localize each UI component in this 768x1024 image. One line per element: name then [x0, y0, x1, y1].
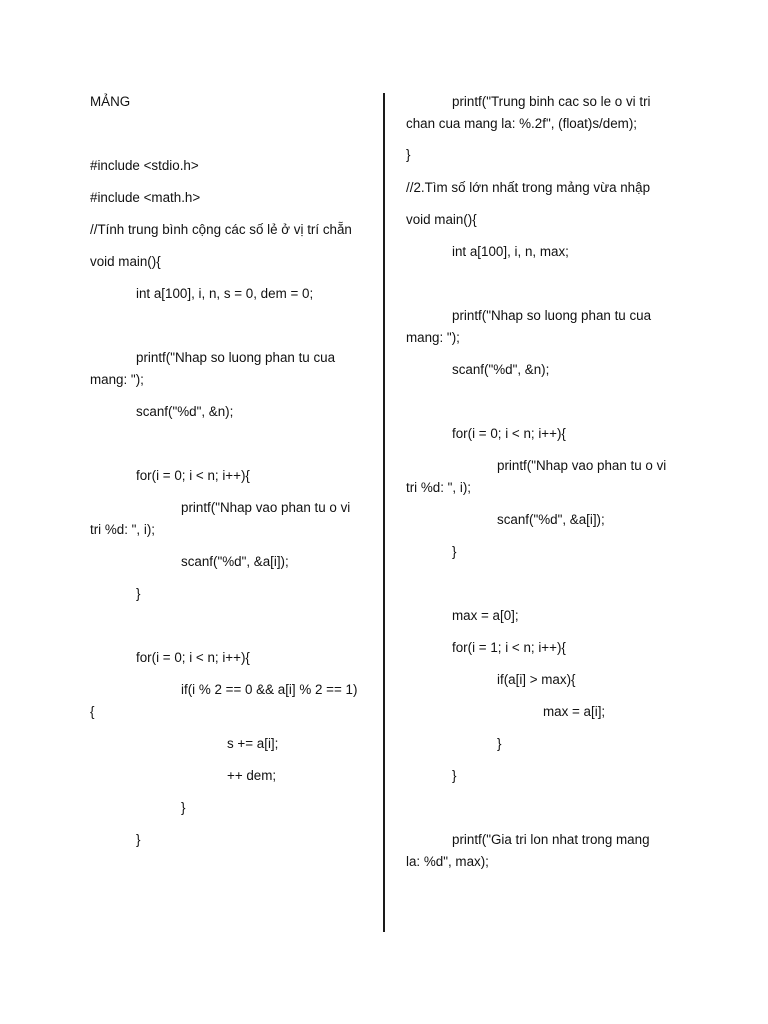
code-line: int a[100], i, n, s = 0, dem = 0;: [136, 286, 314, 301]
code-line: printf("Nhap vao phan tu o vi: [497, 458, 667, 473]
code-line: if(a[i] > max){: [497, 672, 576, 687]
code-line: void main(){: [406, 212, 477, 227]
code-line: }: [181, 800, 186, 815]
code-line: printf("Gia tri lon nhat trong mang: [452, 832, 650, 847]
code-line: }: [136, 832, 141, 847]
code-line: max = a[i];: [543, 704, 606, 719]
code-line: scanf("%d", &a[i]);: [181, 554, 289, 569]
code-line: scanf("%d", &a[i]);: [497, 512, 605, 527]
code-line: int a[100], i, n, max;: [452, 244, 569, 259]
code-comment: //Tính trung bình cộng các số lẻ ở vị trí chẵn: [90, 222, 352, 237]
code-line: }: [452, 768, 457, 783]
code-line: void main(){: [90, 254, 161, 269]
code-line-continuation: tri %d: ", i);: [406, 480, 472, 495]
code-line: s += a[i];: [227, 736, 279, 751]
code-line: if(i % 2 == 0 && a[i] % 2 == 1): [181, 682, 358, 697]
code-line: }: [497, 736, 502, 751]
code-line: printf("Nhap vao phan tu o vi: [181, 500, 351, 515]
code-line: scanf("%d", &n);: [136, 404, 234, 419]
code-line: printf("Trung binh cac so le o vi tri: [452, 94, 651, 109]
code-line-continuation: mang: ");: [406, 330, 460, 345]
code-line: scanf("%d", &n);: [452, 362, 550, 377]
code-line: printf("Nhap so luong phan tu cua: [452, 308, 652, 323]
code-line: #include <math.h>: [90, 190, 201, 205]
code-line: ++ dem;: [227, 768, 277, 783]
code-line: for(i = 0; i < n; i++){: [136, 650, 250, 665]
document-title: MẢNG: [90, 94, 131, 109]
code-line-continuation: {: [90, 704, 95, 719]
code-line: }: [452, 544, 457, 559]
code-line: printf("Nhap so luong phan tu cua: [136, 350, 336, 365]
code-line: }: [406, 147, 411, 162]
code-comment: //2.Tìm số lớn nhất trong mảng vừa nhập: [406, 180, 651, 195]
code-line: max = a[0];: [452, 608, 519, 623]
code-line: }: [136, 586, 141, 601]
column-divider: [383, 93, 385, 932]
code-line-continuation: chan cua mang la: %.2f", (float)s/dem);: [406, 116, 638, 131]
code-line-continuation: tri %d: ", i);: [90, 522, 156, 537]
code-line: #include <stdio.h>: [90, 158, 199, 173]
code-line-continuation: la: %d", max);: [406, 854, 489, 869]
code-line: for(i = 1; i < n; i++){: [452, 640, 566, 655]
code-line: for(i = 0; i < n; i++){: [136, 468, 250, 483]
code-line: for(i = 0; i < n; i++){: [452, 426, 566, 441]
code-line-continuation: mang: ");: [90, 372, 144, 387]
